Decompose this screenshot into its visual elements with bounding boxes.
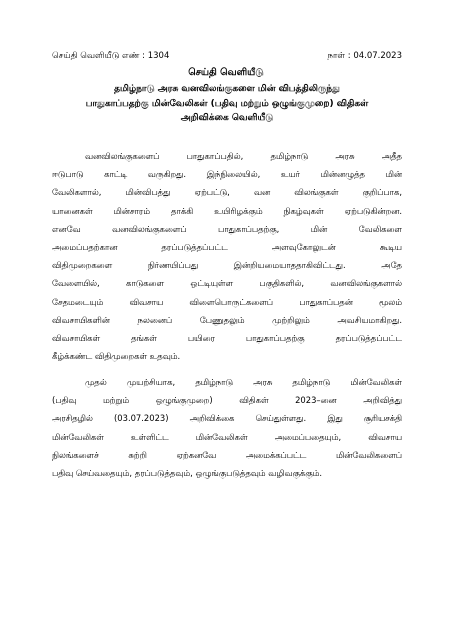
paragraph-line: வேலிகளால், மின்விபத்து ஏற்பட்டு, வன விலங்குகள் குறிப்பாக, [52, 187, 402, 198]
paragraph-line: நிலங்களைச் சுற்றி ஏற்கனவே அமைக்கப்பட்ட மின்வேலிகளைப் [52, 449, 402, 460]
paragraph-line: எனவே வனவிலங்குகளைப் பாதுகாப்பதற்கு, மின் வேலிகளை [52, 223, 402, 234]
paragraph-line: விவசாயிகள் தங்கள் பயிரை பாதுகாப்பதற்கு தரப்படுத்தப்பட்ட [52, 332, 402, 343]
paragraph-line: மின்வேலிகள் உள்ளிட்ட மின்வேலிகள் அமைப்பதையும், விவசாய [52, 431, 402, 442]
paragraph-2 [52, 373, 402, 482]
release-date: நாள் : 04.07.2023 [327, 51, 402, 61]
paragraph-1 [52, 147, 402, 365]
paragraph-line: விவசாயிகளின் நலனைப் பேணுதலும் முற்றிலும் அவசியமாகிறது. [52, 314, 402, 325]
paragraph-line: கீழ்க்கண்ட விதிமுறைகள் உதவும். [52, 351, 181, 362]
paragraph-line: வனவிலங்குகளைப் பாதுகாப்பதில், தமிழ்நாடு அரசு அதீத [85, 151, 402, 161]
paragraph-line: விதிமுறைகளை நிர்ணயிப்பது இன்றியமையாததாகிவிட்டது. அதே [52, 260, 402, 271]
headline-line: தமிழ்நாடு அரசு வனவிலங்குகளை மின் விபத்திலிருந்து [114, 84, 340, 94]
paragraph-line: ஈடுபாடு காட்டி வருகிறது. இந்நிலையில், உயர் மின்னழுத்த மின் [52, 169, 402, 180]
paragraph-line: பதிவு செய்வதையும், தரப்படுத்தவும், ஒழுங்குபடுத்தவும் வழிவகுக்கும். [52, 467, 323, 478]
release-meta [52, 51, 402, 62]
headline-line: பாதுகாப்பதற்கு மின்வேலிகள் (பதிவு மற்றும் ஒழுங்குமுறை) விதிகள் [85, 98, 369, 109]
paragraph-line: சேதமடையும் விவசாய விளைபொருட்களைப் பாதுகாப்பதன் மூலம் [52, 296, 402, 307]
paragraph-line: அரசிதழில் (03.07.2023) அறிவிக்கை செய்துள்ளது. இது சூரியசக்தி [52, 413, 402, 424]
paragraph-line: (பதிவு மற்றும் ஒழுங்குமுறை) விதிகள் 2023–னை அறிவித்து [52, 395, 402, 406]
paragraph-line: முதல் முயற்சியாக, தமிழ்நாடு அரசு தமிழ்நாடு மின்வேலிகள் [85, 377, 402, 387]
paragraph-line: வேளையில், காடுகளை ஒட்டியுள்ள பகுதிகளில், வனவிலங்குகளால் [52, 278, 402, 289]
paragraph-line: யானைகள் மின்சாரம் தாக்கி உயிரிழக்கும் நிகழ்வுகள் ஏற்படுகின்றன. [52, 205, 402, 216]
headline-line: அறிவிக்கை வெளியீடு [180, 113, 274, 123]
release-title: செய்தி வெளியீடு [188, 67, 264, 78]
paragraph-line: அமைப்பதற்கான தரப்படுத்தப்பட்ட அளவுகோலுடன் கூடிய [52, 241, 402, 252]
release-number: செய்தி வெளியீடு எண் : 1304 [52, 51, 170, 61]
headline [60, 82, 394, 126]
